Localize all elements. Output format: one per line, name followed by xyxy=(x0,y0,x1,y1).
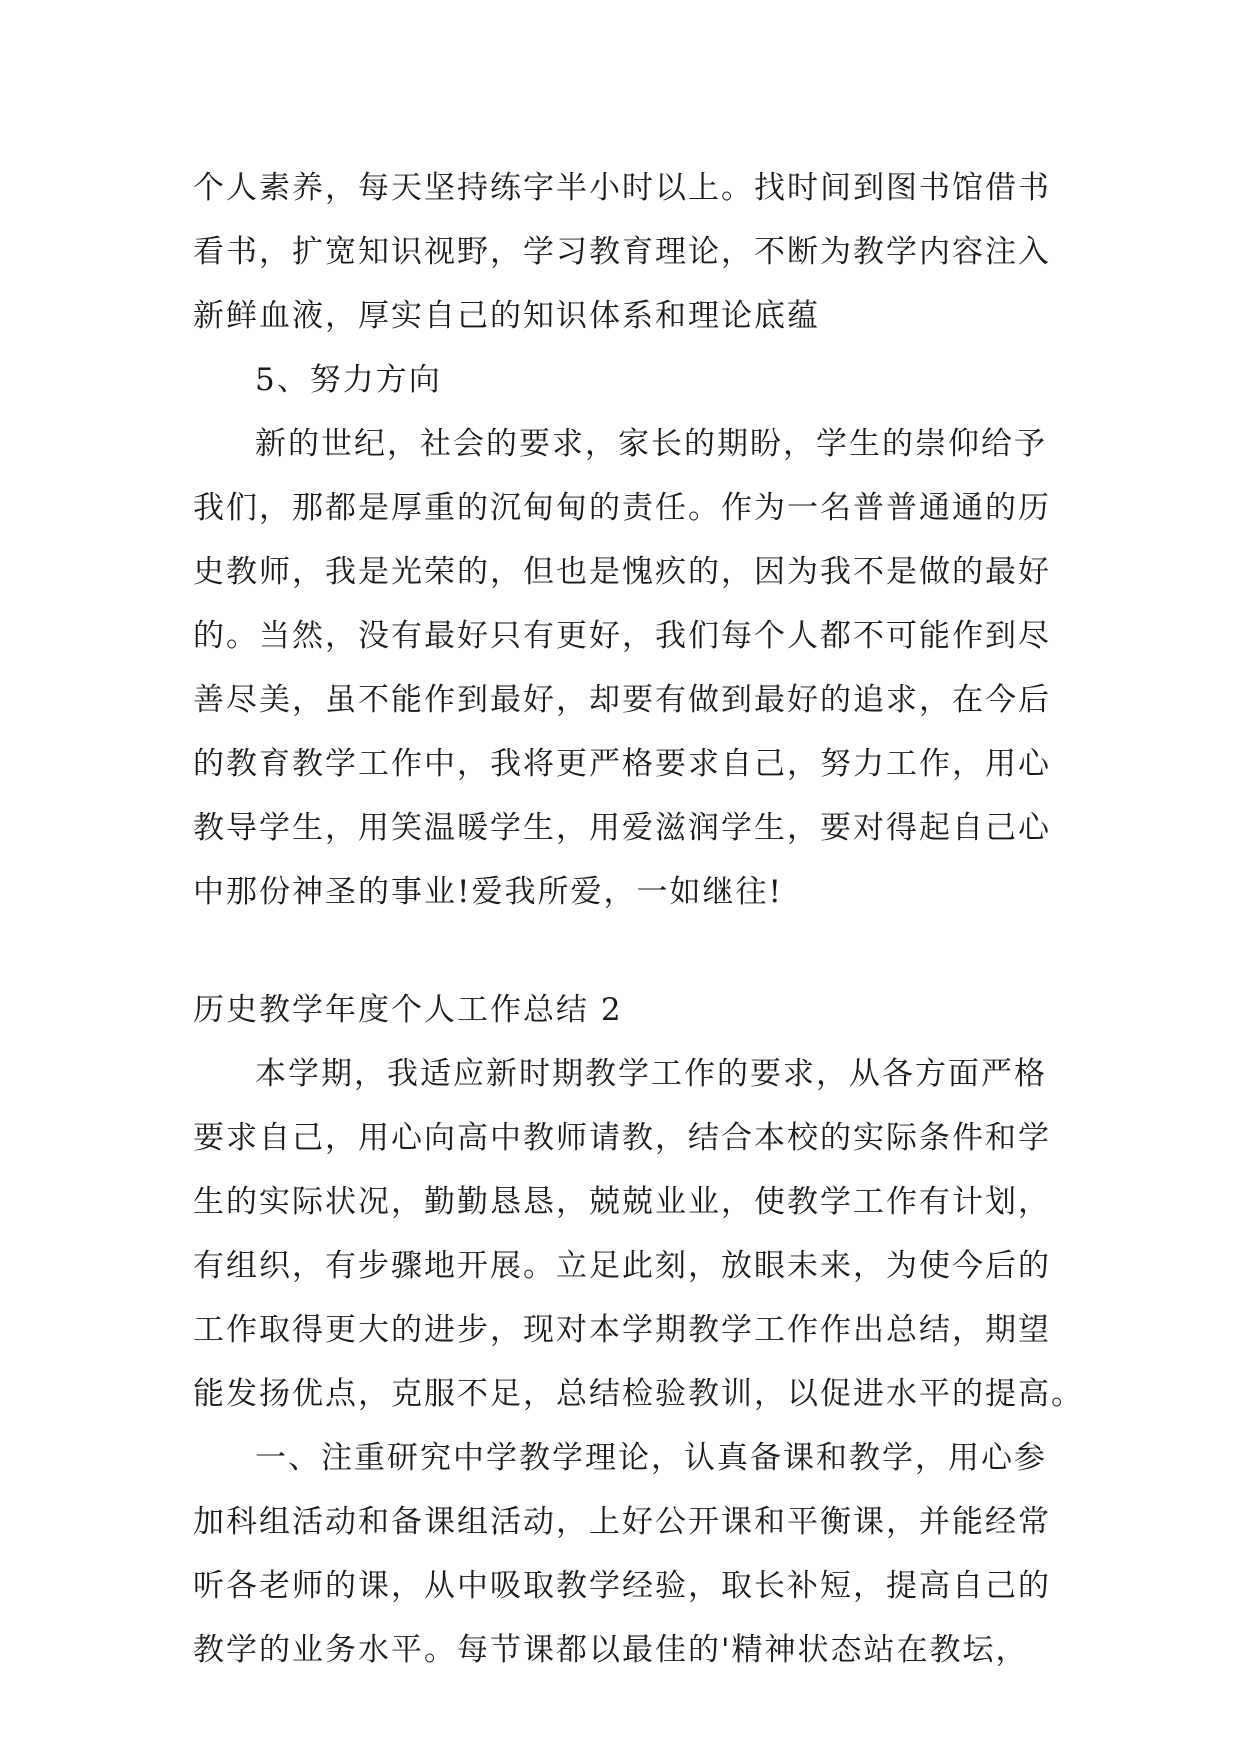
paragraph-line: 能发扬优点，克服不足，总结检验教训，以促进水平的提高。 xyxy=(193,1376,1084,1412)
document-title: 历史教学年度个人工作总结 2 xyxy=(193,992,623,1028)
paragraph-line: 的教育教学工作中，我将更严格要求自己，努力工作，用心 xyxy=(193,746,1051,782)
paragraph-line: 加科组活动和备课组活动，上好公开课和平衡课，并能经常 xyxy=(193,1504,1051,1540)
paragraph-line: 有组织，有步骤地开展。立足此刻，放眼未来，为使今后的 xyxy=(193,1248,1051,1284)
paragraph-line: 中那份神圣的事业!爱我所爱，一如继往! xyxy=(193,874,783,910)
paragraph-line: 教导学生，用笑温暖学生，用爱滋润学生，要对得起自己心 xyxy=(193,810,1051,846)
section-heading: 5、努力方向 xyxy=(255,362,442,398)
paragraph-line: 个人素养，每天坚持练字半小时以上。找时间到图书馆借书 xyxy=(193,170,1051,206)
paragraph-line: 看书，扩宽知识视野，学习教育理论，不断为教学内容注入 xyxy=(193,234,1051,270)
paragraph-line: 新鲜血液，厚实自己的知识体系和理论底蕴 xyxy=(193,298,820,334)
paragraph-line: 生的实际状况，勤勤恳恳，兢兢业业，使教学工作有计划， xyxy=(193,1184,1051,1220)
paragraph-line: 善尽美，虽不能作到最好，却要有做到最好的追求，在今后 xyxy=(193,682,1051,718)
paragraph-line: 本学期，我适应新时期教学工作的要求，从各方面严格 xyxy=(255,1056,1047,1092)
paragraph-line: 史教师，我是光荣的，但也是愧疚的，因为我不是做的最好 xyxy=(193,554,1051,590)
paragraph-line: 的。当然，没有最好只有更好，我们每个人都不可能作到尽 xyxy=(193,618,1051,654)
paragraph-line: 教学的业务水平。每节课都以最佳的'精神状态站在教坛， xyxy=(193,1632,1029,1668)
paragraph-line: 工作取得更大的进步，现对本学期教学工作作出总结，期望 xyxy=(193,1312,1051,1348)
paragraph-line: 听各老师的课，从中吸取教学经验，取长补短，提高自己的 xyxy=(193,1568,1051,1604)
paragraph-line: 新的世纪，社会的要求，家长的期盼，学生的崇仰给予 xyxy=(255,426,1047,462)
paragraph-line: 要求自己，用心向高中教师请教，结合本校的实际条件和学 xyxy=(193,1120,1051,1156)
paragraph-line: 一、注重研究中学教学理论，认真备课和教学，用心参 xyxy=(255,1440,1047,1476)
paragraph-line: 我们，那都是厚重的沉甸甸的责任。作为一名普普通通的历 xyxy=(193,490,1051,526)
